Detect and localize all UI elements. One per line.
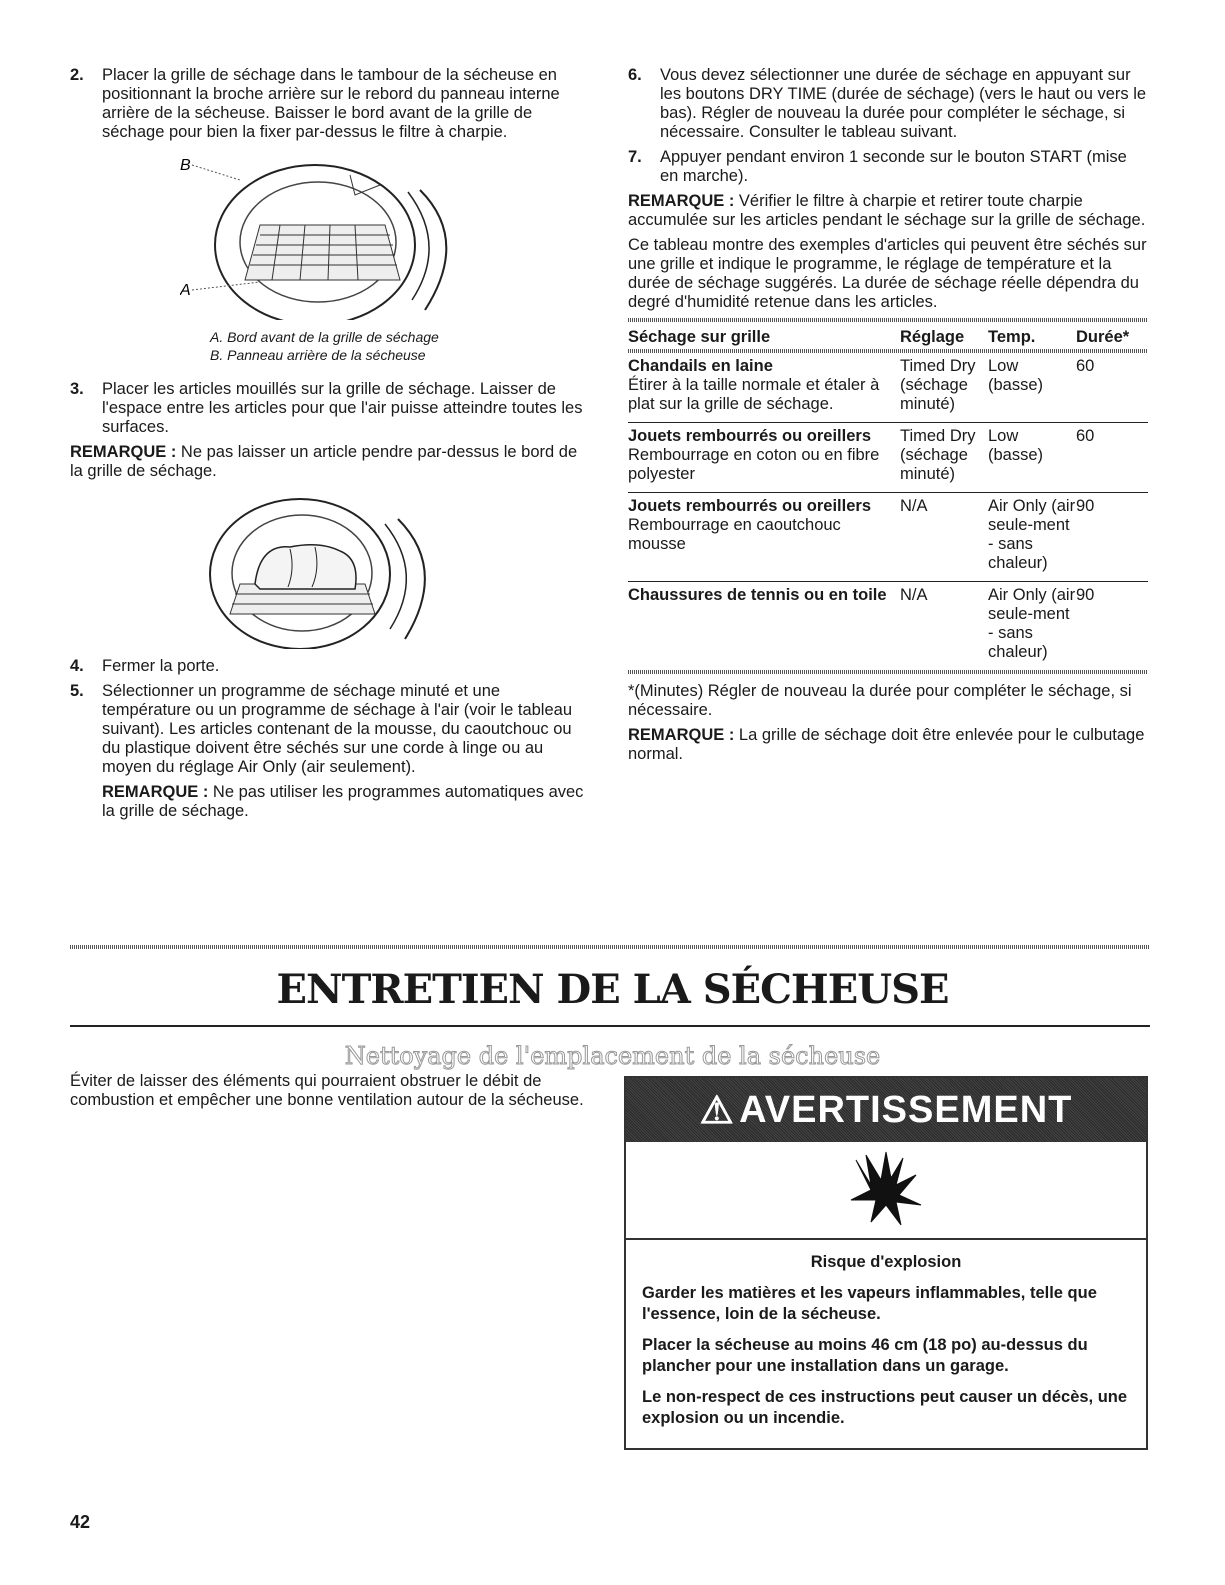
left-column bbox=[70, 66, 590, 827]
item-desc: Rembourrage en caoutchouc mousse bbox=[628, 516, 841, 553]
item-title: Jouets rembourrés ou oreillers bbox=[628, 497, 871, 515]
table-row bbox=[628, 582, 1148, 671]
section-separator bbox=[70, 945, 1150, 949]
col-header: Temp. bbox=[988, 328, 1036, 346]
warning-header bbox=[626, 1078, 1146, 1142]
note-1 bbox=[70, 443, 590, 481]
step-number: 6. bbox=[628, 66, 642, 84]
setting-cell: N/A bbox=[900, 586, 928, 604]
temp-cell: Air Only (air seule-ment - sans chaleur) bbox=[988, 493, 1076, 582]
table-row bbox=[628, 493, 1148, 582]
note-label: REMARQUE : bbox=[70, 443, 177, 461]
warning-paragraph: Garder les matières et les vapeurs inflammables, telle que l'essence, loin de la sécheuse. bbox=[642, 1284, 1097, 1323]
step-6 bbox=[628, 66, 1148, 142]
table-bottom-rule bbox=[628, 670, 1148, 674]
item-desc: Étirer à la taille normale et étaler à plat sur la grille de séchage. bbox=[628, 376, 880, 413]
time-cell: 90 bbox=[1076, 493, 1148, 582]
maintenance-text: Éviter de laisser des éléments qui pourraient obstruer le débit de combustion et empêcher une bonne ventilation autour de la sécheuse. bbox=[70, 1072, 584, 1109]
time-cell: 60 bbox=[1076, 423, 1148, 493]
warning-body bbox=[626, 1240, 1146, 1429]
step-4 bbox=[70, 657, 590, 676]
dryer-rack-illustration bbox=[180, 150, 480, 320]
item-title: Chaussures de tennis ou en toile bbox=[628, 586, 887, 604]
step-3 bbox=[70, 380, 590, 437]
step-text: Placer les articles mouillés sur la grille de séchage. Laisser de l'espace entre les articles pour que l'air puisse atteindre toutes les surfaces. bbox=[102, 380, 583, 436]
note-text: La grille de séchage doit être enlevée pour le culbutage normal. bbox=[628, 726, 1145, 763]
warning-box bbox=[624, 1076, 1148, 1450]
step-2 bbox=[70, 66, 590, 142]
table-intro: Ce tableau montre des exemples d'articles qui peuvent être séchés sur une grille et indique le programme, le réglage de température et la durée de séchage suggérés. La durée de séchage réelle dépendra du degré d'humidité retenue dans les articles. bbox=[628, 236, 1147, 311]
temp-cell: Low (basse) bbox=[988, 353, 1076, 423]
item-title: Jouets rembourrés ou oreillers bbox=[628, 427, 871, 445]
section-title: ENTRETIEN DE LA SÉCHEUSE bbox=[276, 966, 949, 1013]
caption-a: A. Bord avant de la grille de séchage bbox=[210, 329, 439, 345]
fig-label-a: A bbox=[180, 282, 191, 299]
step-number: 2. bbox=[70, 66, 84, 84]
warning-triangle-icon: ⚠ bbox=[699, 1089, 735, 1132]
step-text: Placer la grille de séchage dans le tambour de la sécheuse en positionnant la broche arrière sur le rebord du panneau interne arrière de la sécheuse. Baisser le bord avant de la grille de séchage pour bien la fixer par-dessus le filtre à charpie. bbox=[102, 66, 560, 141]
caption-b: B. Panneau arrière de la sécheuse bbox=[210, 347, 426, 363]
table-row bbox=[628, 423, 1148, 493]
dryer-rack-with-items-illustration bbox=[180, 489, 480, 649]
step-text: Vous devez sélectionner une durée de séchage en appuyant sur les boutons DRY TIME (durée de séchage) (vers le haut ou vers le bas). Régler de nouveau la durée pour compléter le séchage, si nécessaire. Consulter le tableau suivant. bbox=[660, 66, 1147, 141]
col-header: Séchage sur grille bbox=[628, 328, 771, 346]
note-2 bbox=[102, 783, 590, 821]
right-column bbox=[628, 66, 1148, 770]
fig-label-b: B bbox=[180, 157, 191, 174]
table-header-row bbox=[628, 326, 1148, 349]
note-label: REMARQUE : bbox=[102, 783, 209, 801]
section-title-rule bbox=[70, 1025, 1150, 1027]
warning-icon-panel bbox=[626, 1142, 1146, 1240]
setting-cell: Timed Dry (séchage minuté) bbox=[900, 423, 988, 493]
risk-title: Risque d'explosion bbox=[810, 1253, 962, 1271]
warning-title: AVERTISSEMENT bbox=[739, 1088, 1073, 1131]
step-number: 4. bbox=[70, 657, 84, 675]
step-text: Fermer la porte. bbox=[102, 657, 220, 675]
step-7 bbox=[628, 148, 1148, 186]
col-header: Réglage bbox=[900, 328, 965, 346]
warning-paragraph: Placer la sécheuse au moins 46 cm (18 po) au-dessus du plancher pour une installation dans un garage. bbox=[642, 1336, 1088, 1375]
note-tumble bbox=[628, 726, 1148, 764]
time-cell: 60 bbox=[1076, 353, 1148, 423]
setting-cell: Timed Dry (séchage minuté) bbox=[900, 353, 988, 423]
note-lint bbox=[628, 192, 1148, 230]
note-label: REMARQUE : bbox=[628, 192, 735, 210]
step-number: 3. bbox=[70, 380, 84, 398]
rack-drying-table bbox=[628, 326, 1148, 670]
figure-caption bbox=[210, 328, 590, 364]
note-text: Ne pas utiliser les programmes automatiques avec la grille de séchage. bbox=[102, 783, 584, 820]
item-desc: Rembourrage en coton ou en fibre polyester bbox=[628, 446, 880, 483]
step-5 bbox=[70, 682, 590, 777]
note-label: REMARQUE : bbox=[628, 726, 735, 744]
page-number: 42 bbox=[70, 1512, 91, 1532]
time-cell: 90 bbox=[1076, 586, 1095, 604]
table-row bbox=[628, 353, 1148, 423]
step-text: Sélectionner un programme de séchage minuté et une température ou un programme de séchage à l'air (voir le tableau suivant). Les articles contenant de la mousse, du caoutchouc ou du plastique doivent être séchés sur une corde à linge ou au moyen du réglage Air Only (air seulement). bbox=[102, 682, 572, 776]
note-text: Vérifier le filtre à charpie et retirer toute charpie accumulée sur les articles pendant le séchage sur la grille de séchage. bbox=[628, 192, 1146, 229]
warning-paragraph: Le non-respect de ces instructions peut causer un décès, une explosion ou un incendie. bbox=[642, 1388, 1128, 1427]
table-footnote: *(Minutes) Régler de nouveau la durée pour compléter le séchage, si nécessaire. bbox=[628, 682, 1132, 719]
temp-cell: Air Only (air seule-ment - sans chaleur) bbox=[988, 586, 1076, 661]
explosion-icon bbox=[841, 1150, 931, 1230]
item-title: Chandails en laine bbox=[628, 357, 773, 375]
temp-cell: Low (basse) bbox=[988, 423, 1076, 493]
step-text: Appuyer pendant environ 1 seconde sur le bouton START (mise en marche). bbox=[660, 148, 1127, 185]
setting-cell: N/A bbox=[900, 493, 988, 582]
step-number: 7. bbox=[628, 148, 642, 166]
step-number: 5. bbox=[70, 682, 84, 700]
table-top-rule bbox=[628, 318, 1148, 322]
subsection-title: Nettoyage de l'emplacement de la sécheuse bbox=[344, 1042, 881, 1070]
col-header: Durée* bbox=[1076, 328, 1130, 346]
note-text: Ne pas laisser un article pendre par-dessus le bord de la grille de séchage. bbox=[70, 443, 578, 480]
